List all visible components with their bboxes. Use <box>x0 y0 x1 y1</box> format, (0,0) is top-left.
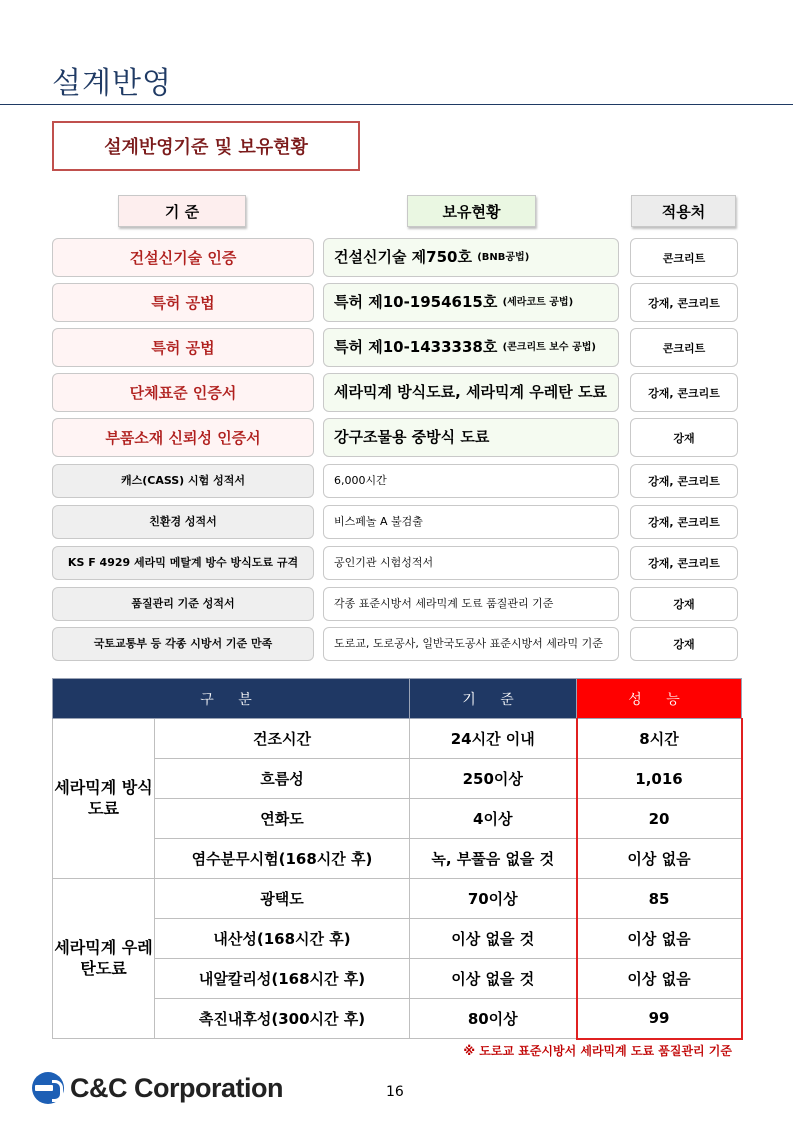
cert-criteria: 특허 공법 <box>52 283 314 322</box>
cert-criteria: 친환경 성적서 <box>52 505 314 539</box>
cert-applied: 강재 <box>630 587 738 621</box>
test-performance: 이상 없음 <box>577 919 742 959</box>
cert-holding-text: 세라믹계 방식도료, 세라믹계 우레탄 도료 <box>334 382 607 401</box>
test-item: 연화도 <box>155 799 410 839</box>
page-number: 16 <box>386 1084 404 1100</box>
cert-holding <box>323 283 619 322</box>
group-name: 세라믹계 방식도료 <box>53 719 155 879</box>
cert-holding: 비스페놀 A 불검출 <box>323 505 619 539</box>
test-performance: 1,016 <box>577 759 742 799</box>
table-row <box>53 959 742 999</box>
cert-applied: 강재, 콘크리트 <box>630 283 738 322</box>
cert-holding: 도로교, 도로공사, 일반국도공사 표준시방서 세라믹 기준 <box>323 627 619 661</box>
performance-header-row <box>53 679 742 719</box>
test-item: 건조시간 <box>155 719 410 759</box>
cert-holding <box>323 238 619 277</box>
table-row <box>53 919 742 959</box>
header-applied: 적용처 <box>631 195 736 227</box>
cert-holding: 각종 표준시방서 세라믹계 도료 품질관리 기준 <box>323 587 619 621</box>
group-name: 세라믹계 우레탄도료 <box>53 879 155 1039</box>
cert-holding-text: 강구조물용 중방식 도료 <box>334 427 490 446</box>
cert-holding <box>323 418 619 457</box>
test-performance: 85 <box>577 879 742 919</box>
test-item: 염수분무시험(168시간 후) <box>155 839 410 879</box>
test-performance: 99 <box>577 999 742 1039</box>
cert-applied: 강재 <box>630 418 738 457</box>
cert-criteria: 특허 공법 <box>52 328 314 367</box>
performance-header-category: 구 분 <box>53 679 410 719</box>
test-item: 내산성(168시간 후) <box>155 919 410 959</box>
cert-applied: 콘크리트 <box>630 238 738 277</box>
test-standard: 이상 없을 것 <box>410 919 577 959</box>
cert-criteria: 국토교통부 등 각종 시방서 기준 만족 <box>52 627 314 661</box>
cert-applied: 강재, 콘크리트 <box>630 505 738 539</box>
title-divider <box>0 104 793 105</box>
cert-holding-text: 건설신기술 제750호 <box>334 247 472 266</box>
table-row <box>53 759 742 799</box>
cert-criteria: 품질관리 기준 성적서 <box>52 587 314 621</box>
table-row <box>53 999 742 1039</box>
cert-criteria: KS F 4929 세라믹 메탈계 방수 방식도료 규격 <box>52 546 314 580</box>
table-row <box>53 839 742 879</box>
test-standard: 250이상 <box>410 759 577 799</box>
cert-holding-suffix: (BNB공법) <box>477 251 530 263</box>
cert-holding <box>323 328 619 367</box>
test-standard: 80이상 <box>410 999 577 1039</box>
cert-applied: 강재, 콘크리트 <box>630 546 738 580</box>
cert-holding-suffix: (세라코트 공법) <box>502 296 574 308</box>
performance-header-performance: 성 능 <box>577 679 742 719</box>
test-item: 촉진내후성(300시간 후) <box>155 999 410 1039</box>
cert-applied: 강재 <box>630 627 738 661</box>
test-item: 흐름성 <box>155 759 410 799</box>
cert-holding: 공인기관 시험성적서 <box>323 546 619 580</box>
test-performance: 이상 없음 <box>577 839 742 879</box>
cert-holding: 6,000시간 <box>323 464 619 498</box>
company-name: C&C Corporation <box>70 1072 283 1103</box>
test-standard: 이상 없을 것 <box>410 959 577 999</box>
test-standard: 24시간 이내 <box>410 719 577 759</box>
cert-holding-suffix: (콘크리트 보수 공법) <box>502 341 596 353</box>
page-title: 설계반영 <box>52 66 172 101</box>
cert-holding <box>323 373 619 412</box>
cert-criteria: 건설신기술 인증 <box>52 238 314 277</box>
header-criteria: 기 준 <box>118 195 246 227</box>
test-standard: 녹, 부풀음 없을 것 <box>410 839 577 879</box>
table-row <box>53 719 742 759</box>
test-performance: 8시간 <box>577 719 742 759</box>
table-row <box>53 799 742 839</box>
cert-criteria: 단체표준 인증서 <box>52 373 314 412</box>
table-row <box>53 879 742 919</box>
test-performance: 이상 없음 <box>577 959 742 999</box>
section-title: 설계반영기준 및 보유현황 <box>52 121 360 171</box>
cert-criteria: 부품소재 신뢰성 인증서 <box>52 418 314 457</box>
test-standard: 70이상 <box>410 879 577 919</box>
test-performance: 20 <box>577 799 742 839</box>
cert-applied: 강재, 콘크리트 <box>630 464 738 498</box>
cert-criteria: 캐스(CASS) 시험 성적서 <box>52 464 314 498</box>
cert-holding-text: 특허 제10-1433338호 <box>334 337 498 356</box>
performance-header-standard: 기 준 <box>410 679 577 719</box>
header-holding: 보유현황 <box>407 195 536 227</box>
company-logo-icon <box>32 1072 64 1104</box>
footnote: ※ 도로교 표준시방서 세라믹계 도료 품질관리 기준 <box>463 1044 732 1058</box>
test-item: 광택도 <box>155 879 410 919</box>
cert-applied: 강재, 콘크리트 <box>630 373 738 412</box>
test-item: 내알칼리성(168시간 후) <box>155 959 410 999</box>
cert-holding-text: 특허 제10-1954615호 <box>334 292 498 311</box>
performance-table <box>52 678 743 1040</box>
company-logo <box>32 1072 283 1104</box>
cert-applied: 콘크리트 <box>630 328 738 367</box>
test-standard: 4이상 <box>410 799 577 839</box>
